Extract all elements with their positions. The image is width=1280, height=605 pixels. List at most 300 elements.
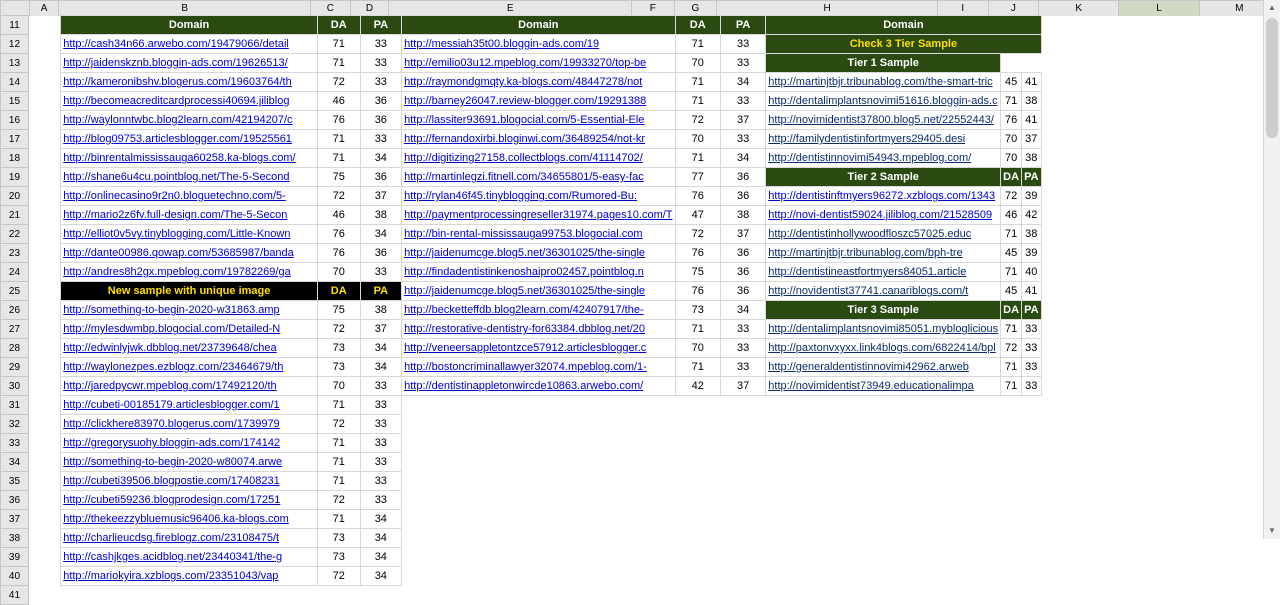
cell-E39[interactable]: [402, 548, 675, 567]
cell-I20[interactable]: 72: [1001, 187, 1022, 206]
cell-A41[interactable]: [28, 586, 60, 605]
cell-E37[interactable]: [402, 510, 675, 529]
cell-G15[interactable]: 33: [720, 92, 765, 111]
cell-J21[interactable]: 42: [1022, 206, 1041, 225]
cell-I15[interactable]: 71: [1001, 92, 1022, 111]
cell-E20[interactable]: [402, 187, 675, 206]
cell-I30[interactable]: 71: [1001, 377, 1022, 396]
cell-H41[interactable]: [766, 586, 1001, 605]
cell-J32[interactable]: [1022, 415, 1041, 434]
cell-J37[interactable]: [1022, 510, 1041, 529]
cell-E38[interactable]: [402, 529, 675, 548]
scroll-down-icon[interactable]: ▼: [1268, 526, 1276, 535]
cell-F23[interactable]: 76: [675, 244, 720, 263]
cell-F37[interactable]: [675, 510, 720, 529]
domain-link[interactable]: http://clickhere83970.blogerus.com/1739979: [63, 418, 280, 430]
domain-link[interactable]: http://novi-dentist59024.jiliblog.com/21528509: [768, 209, 993, 221]
domain-link[interactable]: http://cash34n66.arwebo.com/19479066/detail: [63, 38, 289, 50]
cell-K20[interactable]: [1041, 187, 1121, 206]
vertical-scroll-thumb[interactable]: [1266, 18, 1278, 138]
cell-D22[interactable]: 34: [360, 225, 402, 244]
cell-F20[interactable]: 76: [675, 187, 720, 206]
cell-G41[interactable]: [720, 586, 765, 605]
cell-L21[interactable]: [1121, 206, 1200, 225]
cell-F32[interactable]: [675, 415, 720, 434]
cell-G33[interactable]: [720, 434, 765, 453]
row-header-32[interactable]: 32: [1, 415, 29, 434]
cell-C17[interactable]: 71: [317, 130, 360, 149]
cell-F24[interactable]: 75: [675, 263, 720, 282]
cell-H28[interactable]: [766, 339, 1001, 358]
cell-G17[interactable]: 33: [720, 130, 765, 149]
cell-B13[interactable]: [61, 54, 318, 73]
cell-E31[interactable]: [402, 396, 675, 415]
cell-A38[interactable]: [28, 529, 60, 548]
domain-link[interactable]: http://raymondgmqty.ka-blogs.com/48447278/not: [404, 76, 643, 88]
cell-F35[interactable]: [675, 472, 720, 491]
cell-D21[interactable]: 38: [360, 206, 402, 225]
cell-J35[interactable]: [1022, 472, 1041, 491]
cell-L20[interactable]: [1121, 187, 1200, 206]
domain-link[interactable]: http://paxtonvxyxx.link4blogs.com/6822414/bpl: [768, 342, 996, 354]
cell-C13[interactable]: 71: [317, 54, 360, 73]
cell-C27[interactable]: 72: [317, 320, 360, 339]
cell-D14[interactable]: 33: [360, 73, 402, 92]
cell-F17[interactable]: 70: [675, 130, 720, 149]
cell-I41[interactable]: [1001, 586, 1022, 605]
column-header-F[interactable]: F: [631, 1, 674, 18]
column-header-B[interactable]: B: [59, 1, 311, 18]
cell-L28[interactable]: [1121, 339, 1200, 358]
cell-F27[interactable]: 71: [675, 320, 720, 339]
cell-D20[interactable]: 37: [360, 187, 402, 206]
cell-D15[interactable]: 36: [360, 92, 402, 111]
cell-C12[interactable]: 71: [317, 35, 360, 54]
column-header-D[interactable]: D: [350, 1, 389, 18]
cell-B14[interactable]: [61, 73, 318, 92]
cell-L31[interactable]: [1121, 396, 1200, 415]
cell-L35[interactable]: [1121, 472, 1200, 491]
cell-A18[interactable]: [28, 149, 60, 168]
cell-K32[interactable]: [1041, 415, 1121, 434]
cell-L24[interactable]: [1121, 263, 1200, 282]
cell-G20[interactable]: 36: [720, 187, 765, 206]
row-header-17[interactable]: 17: [1, 130, 29, 149]
cell-B27[interactable]: [61, 320, 318, 339]
domain-link[interactable]: http://generaldentistinnovimi42962.arweb: [768, 361, 969, 373]
cell-I32[interactable]: [1001, 415, 1022, 434]
cell-J29[interactable]: 33: [1022, 358, 1041, 377]
cell-I14[interactable]: 45: [1001, 73, 1022, 92]
cell-I39[interactable]: [1001, 548, 1022, 567]
cell-A13[interactable]: [28, 54, 60, 73]
cell-E17[interactable]: [402, 130, 675, 149]
domain-link[interactable]: http://blog09753.articlesblogger.com/19525561: [63, 133, 292, 145]
domain-link[interactable]: http://dentalimplantsnovimi85051.mybloglicious: [768, 323, 999, 335]
cell-D29[interactable]: 34: [360, 358, 402, 377]
cell-L25[interactable]: [1121, 282, 1200, 301]
domain-link[interactable]: http://novimidentist73949.educationalimpa: [768, 380, 974, 392]
cell-I17[interactable]: 70: [1001, 130, 1022, 149]
cell-A19[interactable]: [28, 168, 60, 187]
cell-K23[interactable]: [1041, 244, 1121, 263]
domain-link[interactable]: http://dante00986.qowap.com/53685987/banda: [63, 247, 294, 259]
cell-B21[interactable]: [61, 206, 318, 225]
cell-F18[interactable]: 71: [675, 149, 720, 168]
cell-G18[interactable]: 34: [720, 149, 765, 168]
cell-A31[interactable]: [28, 396, 60, 415]
cell-F12[interactable]: 71: [675, 35, 720, 54]
cell-K14[interactable]: [1041, 73, 1121, 92]
cell-C38[interactable]: 73: [317, 529, 360, 548]
row-header-28[interactable]: 28: [1, 339, 29, 358]
cell-G13[interactable]: 33: [720, 54, 765, 73]
column-header-A[interactable]: A: [29, 1, 59, 18]
cell-H39[interactable]: [766, 548, 1001, 567]
cell-C26[interactable]: 75: [317, 301, 360, 320]
cell-H23[interactable]: [766, 244, 1001, 263]
cell-E29[interactable]: [402, 358, 675, 377]
cell-D27[interactable]: 37: [360, 320, 402, 339]
cell-L26[interactable]: [1121, 301, 1200, 320]
cell-J38[interactable]: [1022, 529, 1041, 548]
cell-C36[interactable]: 72: [317, 491, 360, 510]
cell-K29[interactable]: [1041, 358, 1121, 377]
cell-B12[interactable]: [61, 35, 318, 54]
cell-F40[interactable]: [675, 567, 720, 586]
cell-J28[interactable]: 33: [1022, 339, 1041, 358]
cell-F33[interactable]: [675, 434, 720, 453]
domain-link[interactable]: http://becomeacreditcardprocessi40694.jiliblog: [63, 95, 290, 107]
cell-J22[interactable]: 38: [1022, 225, 1041, 244]
cell-M40[interactable]: [1200, 567, 1279, 586]
cell-J25[interactable]: 41: [1022, 282, 1041, 301]
cell-G23[interactable]: 36: [720, 244, 765, 263]
cell-A28[interactable]: [28, 339, 60, 358]
domain-link[interactable]: http://martinjtbjr.tribunablog.com/the-smart-tric: [768, 76, 993, 88]
cell-D32[interactable]: 33: [360, 415, 402, 434]
cell-H25[interactable]: [766, 282, 1001, 301]
cell-A35[interactable]: [28, 472, 60, 491]
cell-K15[interactable]: [1041, 92, 1121, 111]
cell-D30[interactable]: 33: [360, 377, 402, 396]
cell-I33[interactable]: [1001, 434, 1022, 453]
cell-H29[interactable]: [766, 358, 1001, 377]
cell-H20[interactable]: [766, 187, 1001, 206]
cell-L36[interactable]: [1121, 491, 1200, 510]
cell-I24[interactable]: 71: [1001, 263, 1022, 282]
cell-A37[interactable]: [28, 510, 60, 529]
cell-F21[interactable]: 47: [675, 206, 720, 225]
domain-link[interactable]: http://gregorysuohy.bloggin-ads.com/174142: [63, 437, 281, 449]
cell-D17[interactable]: 33: [360, 130, 402, 149]
cell-J27[interactable]: 33: [1022, 320, 1041, 339]
cell-J30[interactable]: 33: [1022, 377, 1041, 396]
cell-E40[interactable]: [402, 567, 675, 586]
cell-J36[interactable]: [1022, 491, 1041, 510]
domain-link[interactable]: http://digitizing27158.collectblogs.com/41114702/: [404, 152, 643, 164]
cell-G35[interactable]: [720, 472, 765, 491]
cell-I22[interactable]: 71: [1001, 225, 1022, 244]
row-header-36[interactable]: 36: [1, 491, 29, 510]
domain-link[interactable]: http://elliot0v5vy.tinyblogging.com/Little-Known: [63, 228, 291, 240]
cell-E25[interactable]: [402, 282, 675, 301]
cell-L22[interactable]: [1121, 225, 1200, 244]
domain-link[interactable]: http://emilio03u12.mpeblog.com/19933270/top-be: [404, 57, 647, 69]
cell-E32[interactable]: [402, 415, 675, 434]
cell-D38[interactable]: 34: [360, 529, 402, 548]
cell-F38[interactable]: [675, 529, 720, 548]
cell-B20[interactable]: [61, 187, 318, 206]
cell-J16[interactable]: 41: [1022, 111, 1041, 130]
cell-G36[interactable]: [720, 491, 765, 510]
cell-E30[interactable]: [402, 377, 675, 396]
cell-H15[interactable]: [766, 92, 1001, 111]
cell-E12[interactable]: [402, 35, 675, 54]
sheet-grid[interactable]: [0, 15, 1280, 605]
domain-link[interactable]: http://restorative-dentistry-for63384.dbblog.net/20: [404, 323, 646, 335]
domain-link[interactable]: http://dentistineastfortmyers84051.article: [768, 266, 967, 278]
cell-A29[interactable]: [28, 358, 60, 377]
cell-D37[interactable]: 34: [360, 510, 402, 529]
domain-link[interactable]: http://something-to-begin-2020-w31863.amp: [63, 304, 280, 316]
cell-E23[interactable]: [402, 244, 675, 263]
cell-I36[interactable]: [1001, 491, 1022, 510]
cell-L32[interactable]: [1121, 415, 1200, 434]
cell-A16[interactable]: [28, 111, 60, 130]
cell-E36[interactable]: [402, 491, 675, 510]
domain-link[interactable]: http://jaidenumcge.blog5.net/36301025/the-single: [404, 285, 646, 297]
cell-C40[interactable]: 72: [317, 567, 360, 586]
domain-link[interactable]: http://cubeti-00185179.articlesblogger.com/1: [63, 399, 280, 411]
cell-G31[interactable]: [720, 396, 765, 415]
domain-link[interactable]: http://jaidenumcge.blog5.net/36301025/the-single: [404, 247, 646, 259]
cell-B24[interactable]: [61, 263, 318, 282]
domain-link[interactable]: http://dentistinnovimi54943.mpeblog.com/: [768, 152, 972, 164]
cell-F16[interactable]: 72: [675, 111, 720, 130]
cell-H18[interactable]: [766, 149, 1001, 168]
cell-A33[interactable]: [28, 434, 60, 453]
cell-F25[interactable]: 76: [675, 282, 720, 301]
cell-D12[interactable]: 33: [360, 35, 402, 54]
domain-link[interactable]: http://novidentist37741.canariblogs.com/t: [768, 285, 969, 297]
cell-H21[interactable]: [766, 206, 1001, 225]
column-header-H[interactable]: H: [717, 1, 938, 18]
cell-F34[interactable]: [675, 453, 720, 472]
domain-link[interactable]: http://mario2z6fv.full-design.com/The-5-Secon: [63, 209, 288, 221]
cell-A12[interactable]: [28, 35, 60, 54]
cell-C24[interactable]: 70: [317, 263, 360, 282]
cell-A40[interactable]: [28, 567, 60, 586]
cell-E27[interactable]: [402, 320, 675, 339]
cell-C30[interactable]: 70: [317, 377, 360, 396]
cell-L13[interactable]: [1121, 54, 1200, 73]
cell-D26[interactable]: 38: [360, 301, 402, 320]
cell-A24[interactable]: [28, 263, 60, 282]
cell-C16[interactable]: 76: [317, 111, 360, 130]
cell-K17[interactable]: [1041, 130, 1121, 149]
domain-link[interactable]: http://charlieucdsg.fireblogz.com/23108475/t: [63, 532, 280, 544]
cell-A25[interactable]: [28, 282, 60, 301]
cell-C15[interactable]: 46: [317, 92, 360, 111]
domain-link[interactable]: http://barney26047.review-blogger.com/19291388: [404, 95, 647, 107]
row-header-16[interactable]: 16: [1, 111, 29, 130]
cell-C29[interactable]: 73: [317, 358, 360, 377]
cell-L40[interactable]: [1121, 567, 1200, 586]
cell-B34[interactable]: [61, 453, 318, 472]
cell-J20[interactable]: 39: [1022, 187, 1041, 206]
cell-D35[interactable]: 33: [360, 472, 402, 491]
cell-H30[interactable]: [766, 377, 1001, 396]
cell-B41[interactable]: [61, 586, 318, 605]
cell-I38[interactable]: [1001, 529, 1022, 548]
cell-L41[interactable]: [1121, 586, 1200, 605]
cell-H32[interactable]: [766, 415, 1001, 434]
cell-L15[interactable]: [1121, 92, 1200, 111]
cell-L29[interactable]: [1121, 358, 1200, 377]
cell-F28[interactable]: 70: [675, 339, 720, 358]
cell-G34[interactable]: [720, 453, 765, 472]
cell-L39[interactable]: [1121, 548, 1200, 567]
cell-E14[interactable]: [402, 73, 675, 92]
domain-link[interactable]: http://martinjtbjr.tribunablog.com/bph-tre: [768, 247, 963, 259]
cell-K26[interactable]: [1041, 301, 1121, 320]
cell-G32[interactable]: [720, 415, 765, 434]
cell-K16[interactable]: [1041, 111, 1121, 130]
row-header-19[interactable]: 19: [1, 168, 29, 187]
cell-A23[interactable]: [28, 244, 60, 263]
cell-K12[interactable]: [1041, 35, 1121, 54]
cell-L12[interactable]: [1121, 35, 1200, 54]
cell-I35[interactable]: [1001, 472, 1022, 491]
cell-F36[interactable]: [675, 491, 720, 510]
domain-link[interactable]: http://mylesdwmbp.blogocial.com/Detailed-N: [63, 323, 281, 335]
cell-L30[interactable]: [1121, 377, 1200, 396]
cell-K22[interactable]: [1041, 225, 1121, 244]
cell-B38[interactable]: [61, 529, 318, 548]
cell-A22[interactable]: [28, 225, 60, 244]
cell-L14[interactable]: [1121, 73, 1200, 92]
cell-D24[interactable]: 33: [360, 263, 402, 282]
row-header-15[interactable]: 15: [1, 92, 29, 111]
cell-J31[interactable]: [1022, 396, 1041, 415]
cell-B17[interactable]: [61, 130, 318, 149]
cell-K19[interactable]: [1041, 168, 1121, 187]
cell-I29[interactable]: 71: [1001, 358, 1022, 377]
column-header-G[interactable]: G: [674, 1, 717, 18]
cell-B36[interactable]: [61, 491, 318, 510]
cell-K36[interactable]: [1041, 491, 1121, 510]
cell-E28[interactable]: [402, 339, 675, 358]
cell-I13[interactable]: [1001, 54, 1022, 73]
domain-link[interactable]: http://waylonezpes.ezblogz.com/23464679/th: [63, 361, 284, 373]
column-header-I[interactable]: I: [938, 1, 989, 18]
cell-E19[interactable]: [402, 168, 675, 187]
row-header-40[interactable]: 40: [1, 567, 29, 586]
cell-G30[interactable]: 37: [720, 377, 765, 396]
cell-K31[interactable]: [1041, 396, 1121, 415]
cell-J39[interactable]: [1022, 548, 1041, 567]
cell-F15[interactable]: 71: [675, 92, 720, 111]
cell-K28[interactable]: [1041, 339, 1121, 358]
cell-I31[interactable]: [1001, 396, 1022, 415]
row-header-35[interactable]: 35: [1, 472, 29, 491]
cell-H33[interactable]: [766, 434, 1001, 453]
row-header-23[interactable]: 23: [1, 244, 29, 263]
cell-A14[interactable]: [28, 73, 60, 92]
cell-E41[interactable]: [402, 586, 675, 605]
cell-J34[interactable]: [1022, 453, 1041, 472]
cell-F41[interactable]: [675, 586, 720, 605]
column-header-J[interactable]: J: [988, 1, 1039, 18]
cell-K30[interactable]: [1041, 377, 1121, 396]
cell-B31[interactable]: [61, 396, 318, 415]
cell-B39[interactable]: [61, 548, 318, 567]
cell-I40[interactable]: [1001, 567, 1022, 586]
cell-B37[interactable]: [61, 510, 318, 529]
column-header-E[interactable]: E: [389, 1, 632, 18]
cell-G29[interactable]: 33: [720, 358, 765, 377]
domain-link[interactable]: http://familydentistinfortmyers29405.desi: [768, 133, 966, 145]
cell-K40[interactable]: [1041, 567, 1121, 586]
cell-L17[interactable]: [1121, 130, 1200, 149]
cell-B16[interactable]: [61, 111, 318, 130]
cell-A26[interactable]: [28, 301, 60, 320]
cell-L23[interactable]: [1121, 244, 1200, 263]
cell-A30[interactable]: [28, 377, 60, 396]
row-header-11[interactable]: 11: [1, 16, 29, 35]
cell-K34[interactable]: [1041, 453, 1121, 472]
cell-D18[interactable]: 34: [360, 149, 402, 168]
cell-G38[interactable]: [720, 529, 765, 548]
cell-D41[interactable]: [360, 586, 402, 605]
row-header-41[interactable]: 41: [1, 586, 29, 605]
cell-D34[interactable]: 33: [360, 453, 402, 472]
cell-J40[interactable]: [1022, 567, 1041, 586]
cell-E26[interactable]: [402, 301, 675, 320]
cell-D36[interactable]: 33: [360, 491, 402, 510]
cell-D16[interactable]: 36: [360, 111, 402, 130]
cell-C20[interactable]: 72: [317, 187, 360, 206]
cell-K11[interactable]: [1041, 16, 1121, 35]
row-header-14[interactable]: 14: [1, 73, 29, 92]
cell-C28[interactable]: 73: [317, 339, 360, 358]
cell-K37[interactable]: [1041, 510, 1121, 529]
cell-F22[interactable]: 72: [675, 225, 720, 244]
cell-B26[interactable]: [61, 301, 318, 320]
cell-H24[interactable]: [766, 263, 1001, 282]
vertical-scrollbar[interactable]: [1263, 0, 1280, 539]
cell-B30[interactable]: [61, 377, 318, 396]
domain-link[interactable]: http://paymentprocessingreseller31974.pages10.com/T: [404, 209, 673, 221]
cell-J18[interactable]: 38: [1022, 149, 1041, 168]
cell-G25[interactable]: 36: [720, 282, 765, 301]
cell-G16[interactable]: 37: [720, 111, 765, 130]
cell-A36[interactable]: [28, 491, 60, 510]
domain-link[interactable]: http://messiah35t00.bloggin-ads.com/19: [404, 38, 600, 50]
cell-F39[interactable]: [675, 548, 720, 567]
cell-A11[interactable]: [28, 16, 60, 35]
cell-K21[interactable]: [1041, 206, 1121, 225]
cell-C14[interactable]: 72: [317, 73, 360, 92]
row-header-37[interactable]: 37: [1, 510, 29, 529]
cell-D23[interactable]: 36: [360, 244, 402, 263]
cell-L19[interactable]: [1121, 168, 1200, 187]
row-header-21[interactable]: 21: [1, 206, 29, 225]
cell-E24[interactable]: [402, 263, 675, 282]
row-header-39[interactable]: 39: [1, 548, 29, 567]
cell-E13[interactable]: [402, 54, 675, 73]
